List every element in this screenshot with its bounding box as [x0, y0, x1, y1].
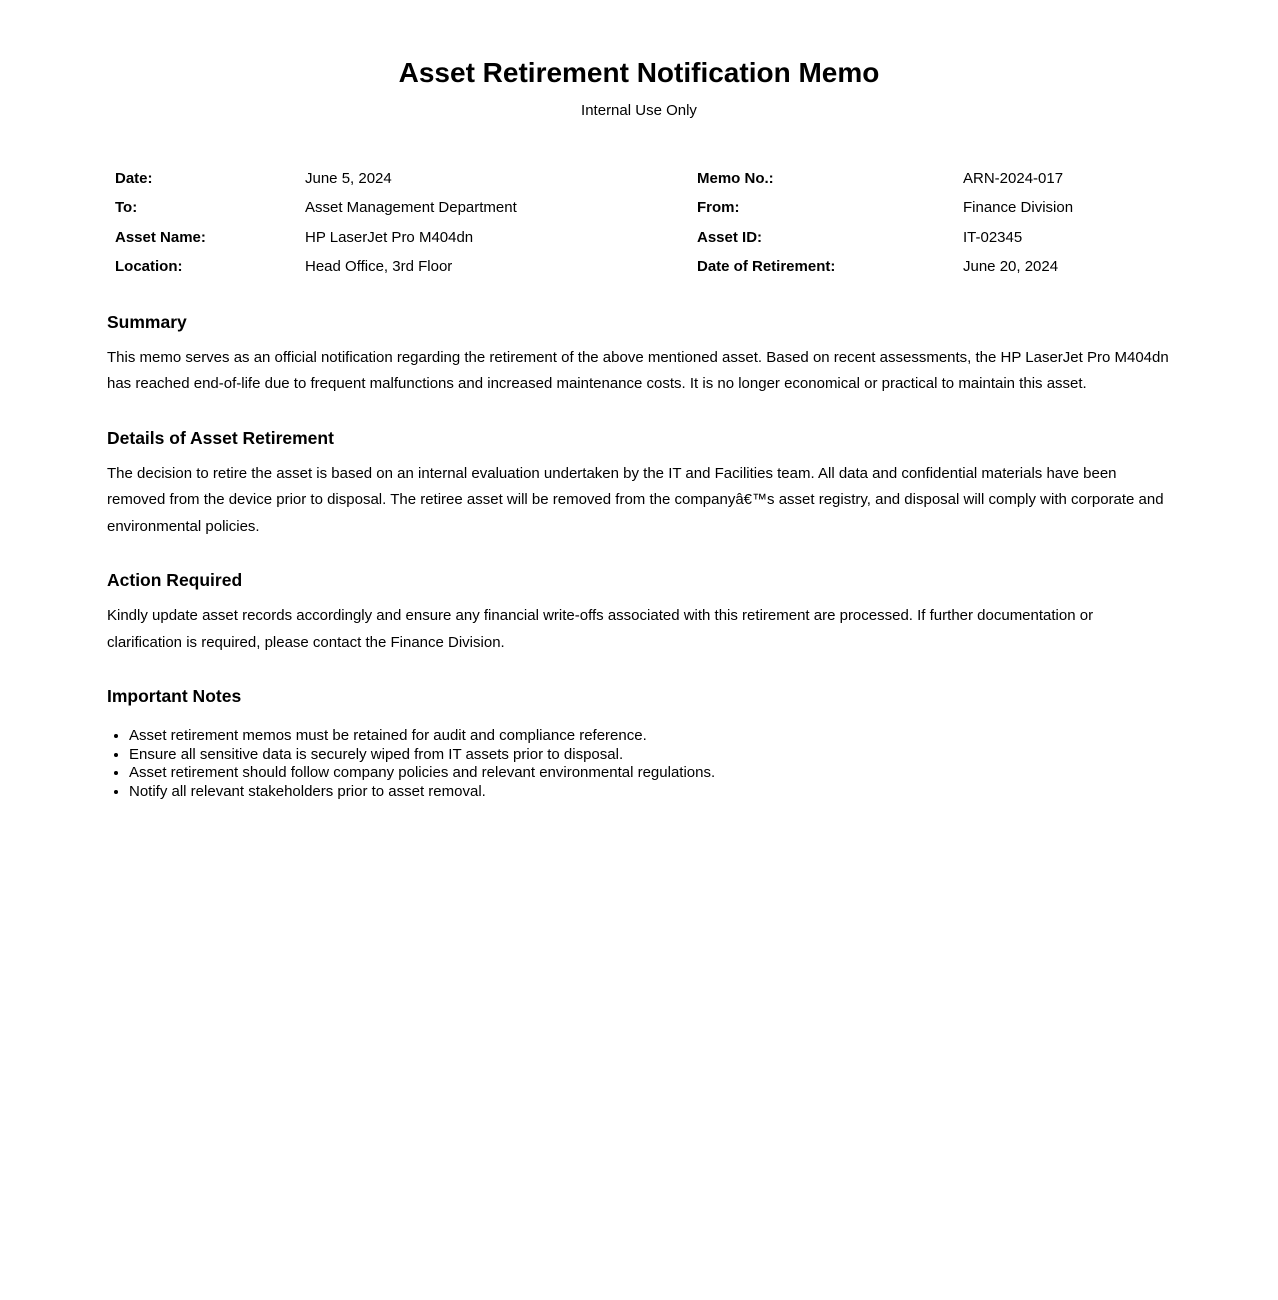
retirement-date-label: Date of Retirement:	[697, 258, 836, 276]
page-subtitle: Internal Use Only	[581, 101, 697, 119]
important-notes-list	[107, 727, 1170, 801]
memo-meta-table	[107, 164, 1170, 282]
from-label: From:	[697, 199, 740, 217]
location-value: Head Office, 3rd Floor	[305, 258, 453, 276]
location-label: Location:	[115, 258, 183, 276]
from-value: Finance Division	[963, 199, 1074, 217]
summary-heading: Summary	[107, 311, 187, 332]
action-required-paragraph: Kindly update asset records accordingly and ensure any financial write-offs associated with this retirement are processed. If further documentation or clarification is required, please contact the Finance Division.	[107, 607, 1094, 651]
meta-row-asset	[107, 223, 1170, 253]
date-label: Date:	[115, 169, 153, 187]
meta-row-to-from	[107, 193, 1170, 223]
section-details	[107, 428, 1170, 541]
important-notes-heading: Important Notes	[107, 686, 242, 707]
memo-content	[107, 312, 1170, 802]
details-paragraph: The decision to retire the asset is based on an internal evaluation undertaken by the IT and Facilities team. All data and confidential materials have been removed from the device prior to disposal. The retiree asset will be removed from the companyâ€™s asset registry, and disposal will comply with corporate and environmental policies.	[107, 464, 1164, 535]
section-important-notes	[107, 686, 1170, 801]
note-item: • Notify all relevant stakeholders prior to asset removal.	[129, 783, 1170, 802]
asset-name-label: Asset Name:	[115, 228, 206, 246]
to-value: Asset Management Department	[305, 199, 517, 217]
note-item: • Asset retirement should follow company policies and relevant environmental regulations.	[129, 764, 1170, 783]
asset-id-label: Asset ID:	[697, 228, 763, 246]
retirement-date-value: June 20, 2024	[963, 258, 1059, 276]
meta-row-date	[107, 164, 1170, 194]
to-label: To:	[115, 199, 138, 217]
note-item: • Asset retirement memos must be retained for audit and compliance reference.	[129, 727, 1170, 746]
memo-no-label: Memo No.:	[697, 169, 774, 187]
date-value: June 5, 2024	[305, 169, 392, 187]
section-action-required	[107, 570, 1170, 656]
asset-name-value: HP LaserJet Pro M404dn	[305, 228, 474, 246]
asset-id-value: IT-02345	[963, 228, 1023, 246]
note-item: • Ensure all sensitive data is securely wiped from IT assets prior to disposal.	[129, 746, 1170, 765]
details-heading: Details of Asset Retirement	[107, 427, 334, 448]
section-summary	[107, 312, 1170, 398]
action-required-heading: Action Required	[107, 570, 243, 591]
memo-no-value: ARN-2024-017	[963, 169, 1064, 187]
meta-row-location-retirement	[107, 252, 1170, 282]
page-title: Asset Retirement Notification Memo	[398, 57, 880, 88]
summary-paragraph: This memo serves as an official notification regarding the retirement of the above mentioned asset. Based on recent assessments, the HP LaserJet Pro M404dn has reached end-of-life due to frequent malfunctions and increased maintenance costs. It is no longer economical or practical to maintain this asset.	[107, 348, 1169, 393]
